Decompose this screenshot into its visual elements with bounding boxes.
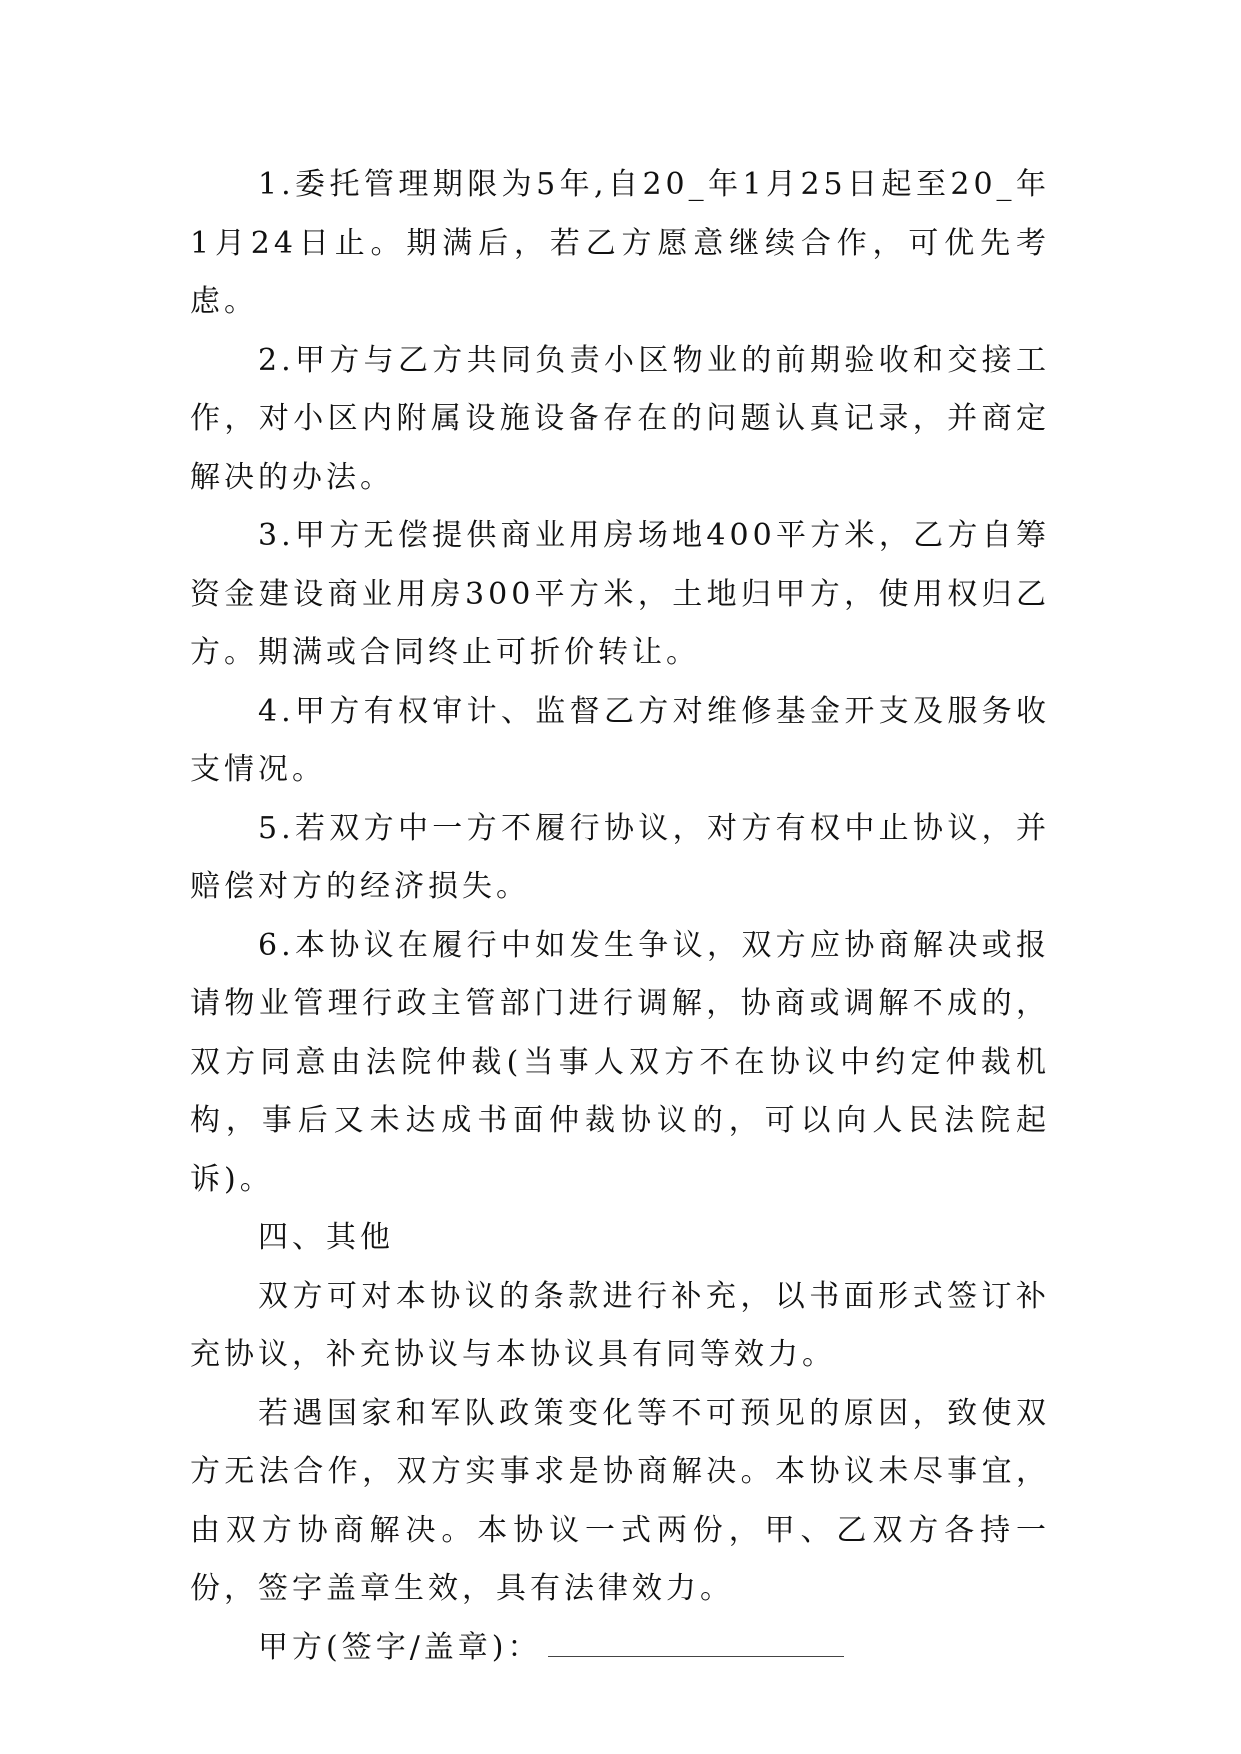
clause-6: 6.本协议在履行中如发生争议，双方应协商解决或报请物业管理行政主管部门进行调解，协商或调解不成的，双方同意由法院仲裁(当事人双方不在协议中约定仲裁机构，事后又未达成书面仲裁协议的，可以向人民法院起诉)。: [190, 927, 1050, 1197]
clause-3: 3.甲方无偿提供商业用房场地400平方米，乙方自筹资金建设商业用房300平方米，土地归甲方，使用权归乙方。期满或合同终止可折价转让。: [190, 518, 1050, 670]
signature-label: 甲方(签字/盖章)：: [258, 1629, 542, 1665]
signature-blank-field: [548, 1634, 844, 1657]
clause-4: 4.甲方有权审计、监督乙方对维修基金开支及服务收支情况。: [190, 693, 1050, 787]
clause-1: 1.委托管理期限为5年,自20_年1月25日起至20_年1月24日止。期满后，若乙方愿意继续合作，可优先考虑。: [190, 167, 1050, 319]
clause-2: 2.甲方与乙方共同负责小区物业的前期验收和交接工作，对小区内附属设施设备存在的问题认真记录，并商定解决的办法。: [190, 342, 1050, 495]
document-body: [190, 156, 1050, 1677]
section-heading-other: 四、其他: [258, 1220, 394, 1255]
clause-5: 5.若双方中一方不履行协议，对方有权中止协议，并赔偿对方的经济损失。: [190, 810, 1050, 904]
other-paragraph-1: 双方可对本协议的条款进行补充，以书面形式签订补充协议，补充协议与本协议具有同等效力。: [190, 1278, 1050, 1372]
other-paragraph-2: 若遇国家和军队政策变化等不可预见的原因，致使双方无法合作，双方实事求是协商解决。本协议未尽事宜，由双方协商解决。本协议一式两份，甲、乙双方各持一份，签字盖章生效，具有法律效力。: [190, 1395, 1050, 1606]
signature-line-party-a: [190, 1619, 1050, 1678]
